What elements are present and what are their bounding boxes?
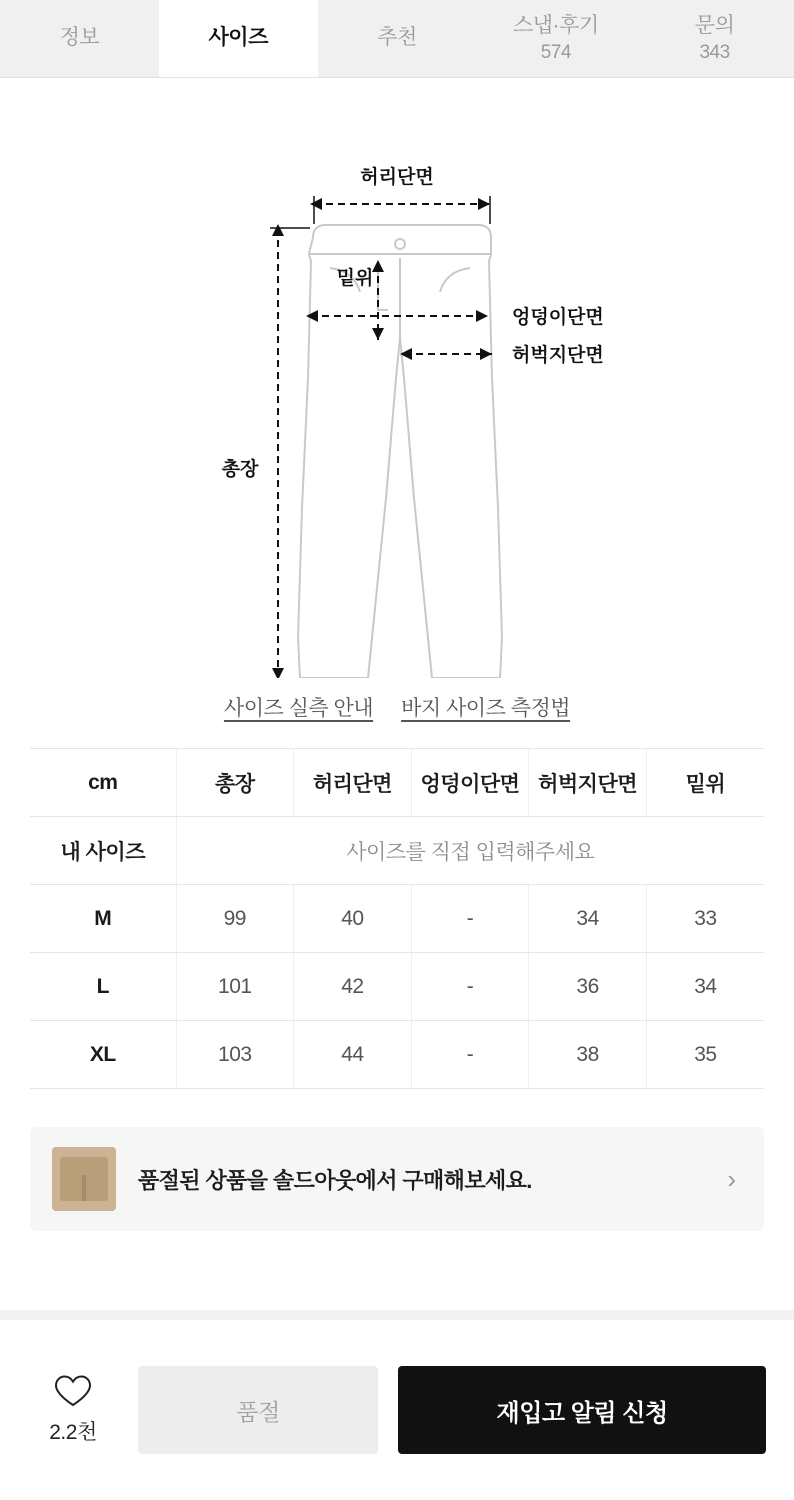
cell-l-hip: - — [411, 953, 529, 1021]
bottom-action-bar — [0, 1320, 794, 1500]
tab-snap-review[interactable] — [476, 0, 635, 77]
row-size-label-m: M — [30, 885, 176, 953]
cell-l-total-length: 101 — [176, 953, 294, 1021]
my-size-row[interactable] — [30, 817, 764, 885]
tab-inquiry[interactable] — [635, 0, 794, 77]
my-size-label: 내 사이즈 — [30, 817, 176, 885]
row-size-label-l: L — [30, 953, 176, 1021]
tab-inquiry-label: 문의 — [694, 13, 735, 37]
diagram-label-hip: 엉덩이단면 — [512, 307, 604, 328]
cell-m-rise: 33 — [646, 885, 764, 953]
table-header-hip: 엉덩이단면 — [411, 749, 529, 817]
cell-xl-rise: 35 — [646, 1021, 764, 1089]
cell-xl-hip: - — [411, 1021, 529, 1089]
table-header-rise: 밑위 — [646, 749, 764, 817]
cell-m-waist: 40 — [294, 885, 412, 953]
link-pants-measuring-method[interactable]: 바지 사이즈 측정법 — [401, 697, 571, 720]
tab-info-label: 정보 — [59, 26, 100, 50]
size-measurement-diagram — [0, 78, 794, 678]
table-header-waist: 허리단면 — [294, 749, 412, 817]
promo-text: 품절된 상품을 솔드아웃에서 구매해보세요. — [138, 1167, 532, 1193]
like-count: 2.2천 — [49, 1421, 97, 1444]
tab-snap-review-label: 스냅·후기 — [512, 13, 599, 37]
heart-icon — [54, 1374, 92, 1408]
cell-xl-thigh: 38 — [529, 1021, 647, 1089]
diagram-label-waist: 허리단면 — [360, 167, 434, 188]
cell-m-thigh: 34 — [529, 885, 647, 953]
cell-xl-waist: 44 — [294, 1021, 412, 1089]
cell-l-rise: 34 — [646, 953, 764, 1021]
product-tab-bar — [0, 0, 794, 78]
tab-info[interactable] — [0, 0, 159, 77]
tab-inquiry-count: 343 — [699, 41, 730, 63]
cell-l-thigh: 36 — [529, 953, 647, 1021]
tab-snap-review-count: 574 — [540, 41, 571, 63]
table-header-total-length: 총장 — [176, 749, 294, 817]
size-guide-links — [0, 678, 794, 748]
table-header-row — [30, 749, 764, 817]
link-size-measurement-guide[interactable]: 사이즈 실측 안내 — [223, 697, 374, 720]
size-table — [30, 748, 764, 1089]
soldout-button: 품절 — [138, 1366, 378, 1454]
restock-alert-button[interactable]: 재입고 알림 신청 — [398, 1366, 766, 1454]
cell-m-total-length: 99 — [176, 885, 294, 953]
table-header-unit: cm — [30, 749, 176, 817]
diagram-label-rise: 밑위 — [336, 268, 374, 289]
chevron-right-icon: › — [727, 1163, 736, 1194]
table-row — [30, 885, 764, 953]
cell-l-waist: 42 — [294, 953, 412, 1021]
table-header-thigh: 허벅지단면 — [529, 749, 647, 817]
diagram-label-total-length: 총장 — [221, 459, 259, 480]
diagram-label-thigh: 허벅지단면 — [512, 345, 604, 366]
my-size-input[interactable]: 사이즈를 직접 입력해주세요 — [176, 817, 764, 885]
soldout-promo-banner[interactable] — [30, 1127, 764, 1231]
like-button[interactable] — [28, 1374, 118, 1446]
tab-size[interactable] — [159, 0, 318, 77]
tab-recommend-label: 추천 — [377, 26, 417, 50]
cell-xl-total-length: 103 — [176, 1021, 294, 1089]
cell-m-hip: - — [411, 885, 529, 953]
bottom-divider — [0, 1310, 794, 1320]
size-table-container — [0, 748, 794, 1089]
tab-recommend[interactable] — [318, 0, 477, 77]
row-size-label-xl: XL — [30, 1021, 176, 1089]
promo-product-thumbnail — [52, 1147, 116, 1211]
table-row — [30, 953, 764, 1021]
content-spacer — [0, 1231, 794, 1310]
table-row — [30, 1021, 764, 1089]
tab-size-label: 사이즈 — [208, 26, 268, 50]
